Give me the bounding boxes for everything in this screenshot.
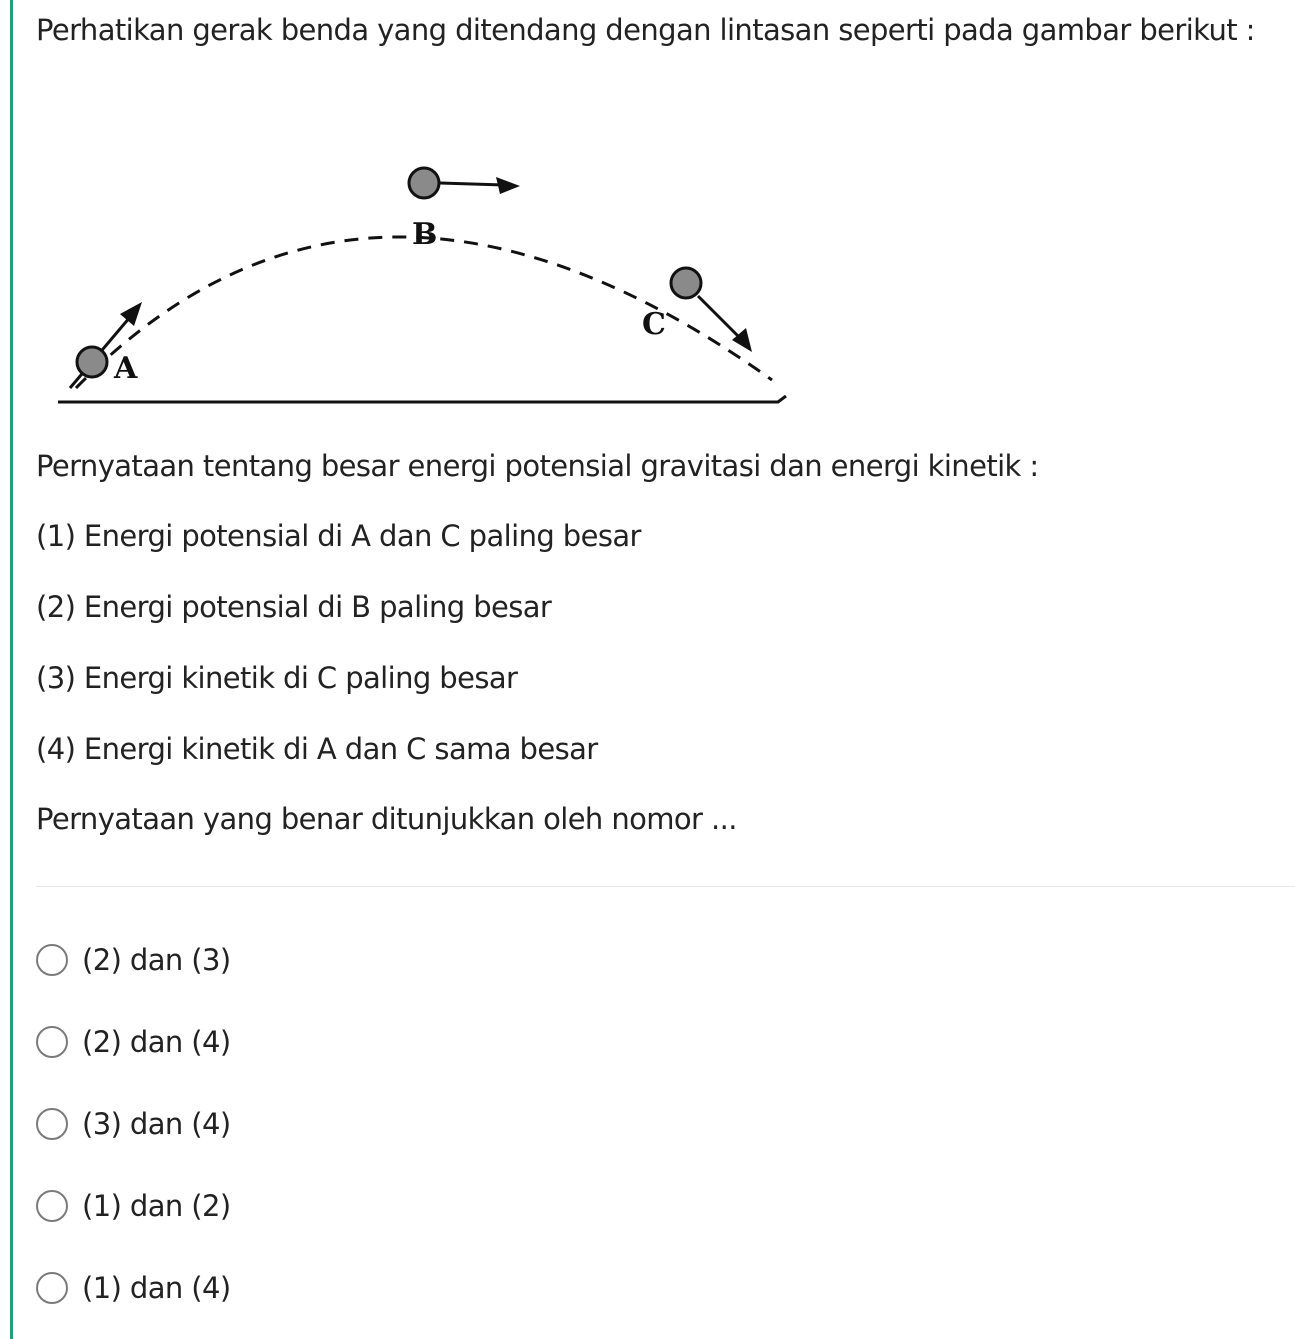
velocity-arrow-b-head [496,177,520,194]
answer-option-5[interactable] [36,1266,231,1310]
option-label: (3) dan (4) [82,1107,231,1141]
options-divider [36,886,1295,887]
velocity-arrow-b [440,183,504,185]
ground-line [58,396,786,402]
left-accent-bar [10,0,13,1339]
launch-arrow-head [120,302,142,326]
radio-button[interactable] [36,1190,68,1222]
answer-option-1[interactable] [36,938,231,982]
radio-button[interactable] [36,944,68,976]
answer-option-2[interactable] [36,1020,231,1064]
trajectory-path [76,237,772,388]
answer-option-3[interactable] [36,1102,231,1146]
question-title: Perhatikan gerak benda yang ditendang dengan lintasan seperti pada gambar berikut : [36,13,1255,47]
radio-button[interactable] [36,1108,68,1140]
ball-b [409,168,439,198]
statement-3: (3) Energi kinetik di C paling besar [36,661,518,695]
statement-1: (1) Energi potensial di A dan C paling besar [36,519,641,553]
radio-button[interactable] [36,1026,68,1058]
option-label: (2) dan (4) [82,1025,231,1059]
velocity-arrow-c [698,296,742,340]
radio-button[interactable] [36,1272,68,1304]
label-c: C [642,307,666,342]
statement-2: (2) Energi potensial di B paling besar [36,590,552,624]
label-b: B [412,217,438,252]
option-label: (1) dan (2) [82,1189,231,1223]
statement-4: (4) Energi kinetik di A dan C sama besar [36,732,598,766]
label-a: A [114,351,138,386]
ball-c [671,268,701,298]
ball-a [77,347,107,377]
question-prompt: Pernyataan yang benar ditunjukkan oleh nomor ... [36,802,737,836]
option-label: (1) dan (4) [82,1271,231,1305]
statement-intro: Pernyataan tentang besar energi potensial gravitasi dan energi kinetik : [36,449,1039,483]
trajectory-figure [36,150,836,420]
answer-option-4[interactable] [36,1184,231,1228]
option-label: (2) dan (3) [82,943,231,977]
